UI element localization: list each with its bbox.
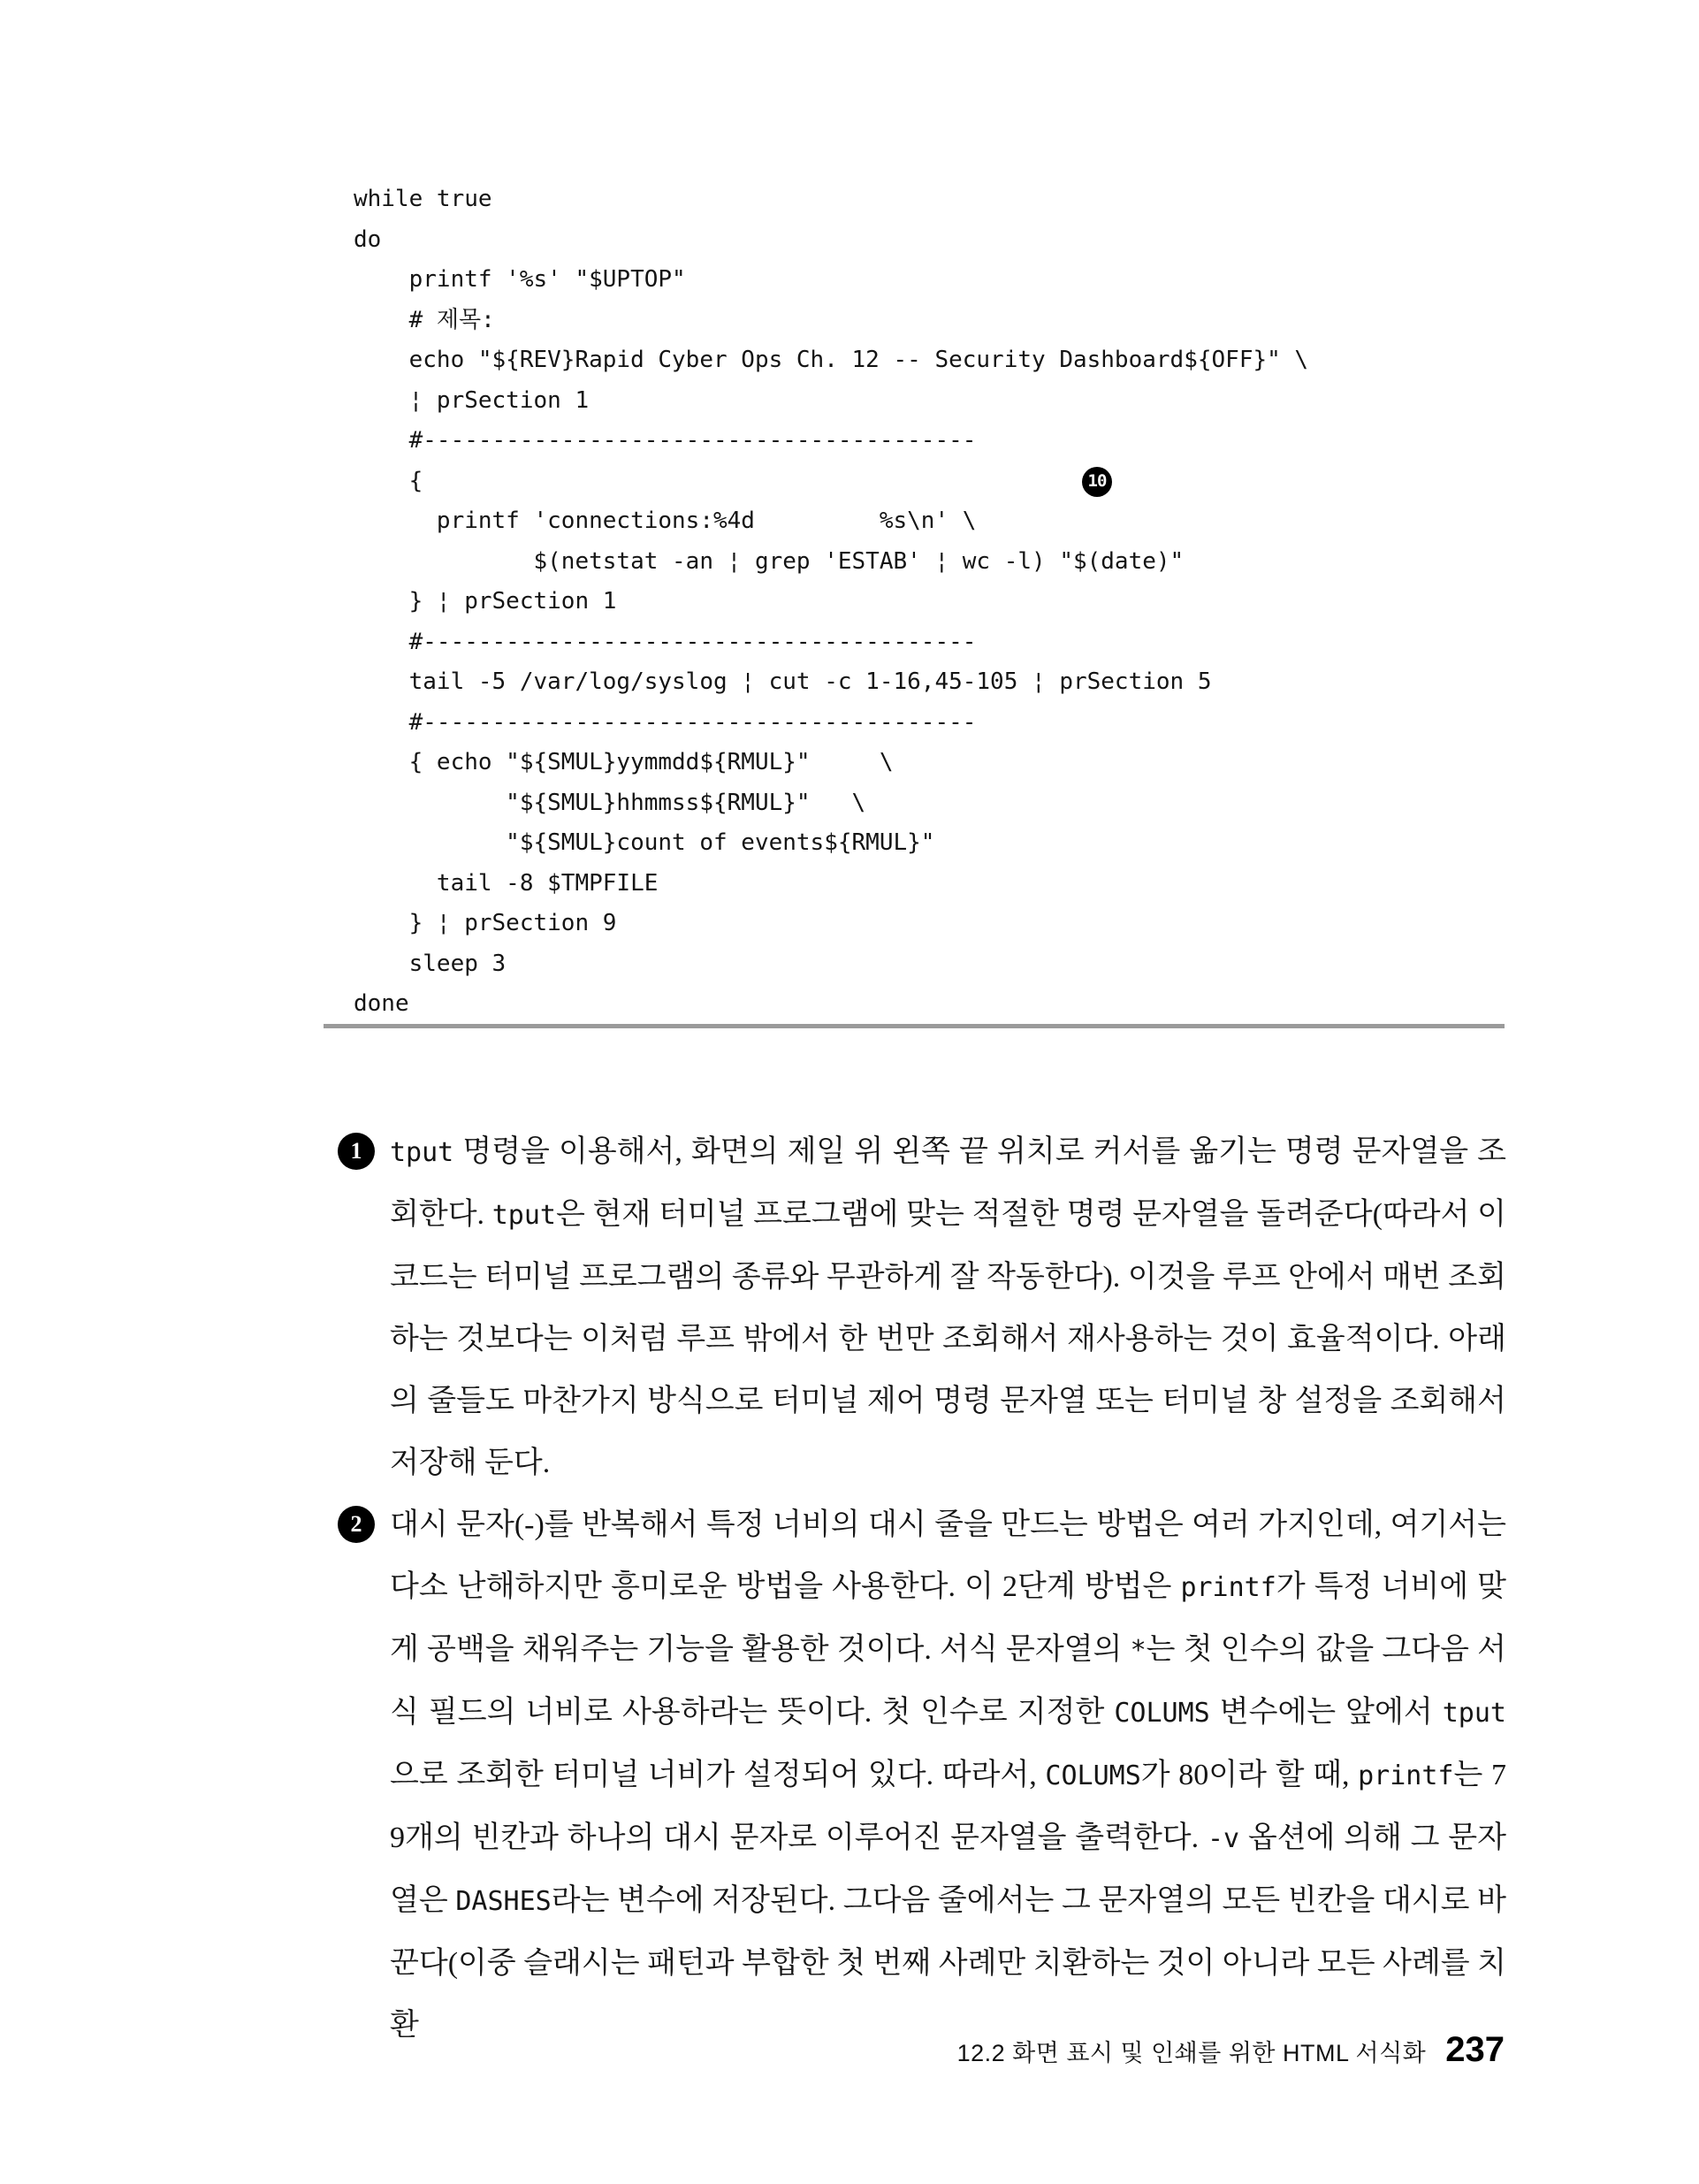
- code-line-text: #----------------------------------------: [354, 427, 977, 454]
- code-line-text: #----------------------------------------: [354, 628, 977, 655]
- code-line-text: done: [354, 990, 409, 1017]
- code-line: [354, 944, 1308, 985]
- code-line: [354, 582, 1308, 622]
- code-line: [354, 340, 1308, 381]
- annotation-text: 대시 문자(-)를 반복해서 특정 너비의 대시 줄을 만드는 방법은 여러 가지인데, 여기서는 다소 난해하지만 흥미로운 방법을 사용한다. 이 2단계 방법은 printf가 특정 너비에 맞게 공백을 채워주는 기능을 활용한 것이다. 서식 문자열의 *는 첫 인수의 값을 그다음 서식 필드의 너비로 사용하라는 뜻이다. 첫 인수로 지정한 COLUMS 변수에는 앞에서 tput으로 조회한 터미널 너비가 설정되어 있다. 따라서, COLUMS가 80이라 할 때, printf는 79개의 빈칸과 하나의 대시 문자로 이루어진 문자열을 출력한다. -v 옵션에 의해 그 문자열은 DASHES라는 변수에 저장된다. 그다음 줄에서는 그 문자열의 모든 빈칸을 대시로 바꾼다(이중 슬래시는 패턴과 부합한 첫 번째 사례만 치환하는 것이 아니라 모든 사례를 치환: [390, 1508, 1506, 2042]
- code-line: [354, 662, 1308, 703]
- footer-section-title: 12.2 화면 표시 및 인쇄를 위한 HTML 서식화: [956, 2040, 1427, 2066]
- annotation-number-badge: 2: [338, 1506, 375, 1543]
- code-line: [354, 260, 1308, 301]
- annotation-list: [338, 1121, 1506, 2057]
- code-line: [354, 301, 1308, 341]
- code-line: [354, 864, 1308, 905]
- page-footer: [957, 2030, 1505, 2070]
- callout-10-badge: 10: [1082, 467, 1112, 497]
- annotation-item: [338, 1121, 1506, 1494]
- code-line-text: sleep 3: [354, 950, 507, 977]
- code-line-text: { echo "${SMUL}yymmdd${RMUL}" \: [354, 749, 894, 775]
- code-line: [354, 462, 1308, 502]
- code-line-text: #----------------------------------------: [354, 708, 977, 736]
- code-line-text: # 제목:: [354, 306, 495, 333]
- code-line-text: ¦ prSection 1: [354, 386, 590, 414]
- code-line: [354, 179, 1308, 220]
- code-line: [354, 501, 1308, 542]
- code-line-text: printf 'connections:%4d %s\n' \: [354, 508, 977, 534]
- code-line: [354, 381, 1308, 422]
- code-line-text: "${SMUL}hhmmss${RMUL}" \: [354, 789, 866, 816]
- code-line-text: while true: [354, 186, 492, 212]
- section-divider: [324, 1024, 1505, 1028]
- code-line-text: $(netstat -an ¦ grep 'ESTAB' ¦ wc -l) "$(date)": [354, 547, 1185, 575]
- code-line: [354, 703, 1308, 744]
- code-line: [354, 904, 1308, 944]
- code-line-text: "${SMUL}count of events${RMUL}": [354, 829, 935, 856]
- code-line: [354, 823, 1308, 864]
- code-line: [354, 421, 1308, 462]
- code-line: [354, 542, 1308, 583]
- code-line: [354, 220, 1308, 261]
- code-line-text: } ¦ prSection 1: [354, 588, 617, 615]
- code-line: [354, 783, 1308, 824]
- code-line: [354, 984, 1308, 1025]
- code-line: [354, 622, 1308, 663]
- code-line-text: printf '%s' "$UPTOP": [354, 266, 686, 293]
- annotation-item: [338, 1494, 1506, 2057]
- code-line-text: {: [354, 467, 423, 494]
- code-line-text: do: [354, 225, 382, 253]
- code-listing: [354, 179, 1308, 1025]
- annotation-number-badge: 1: [338, 1133, 375, 1170]
- code-line-text: tail -8 $TMPFILE: [354, 869, 659, 897]
- annotation-text: tput 명령을 이용해서, 화면의 제일 위 왼쪽 끝 위치로 커서를 옮기는 명령 문자열을 조회한다. tput은 현재 터미널 프로그램에 맞는 적절한 명령 문자열을 돌려준다(따라서 이 코드는 터미널 프로그램의 종류와 무관하게 잘 작동한다). 이것을 루프 안에서 매번 조회하는 것보다는 이처럼 루프 밖에서 한 번만 조회해서 재사용하는 것이 효율적이다. 아래의 줄들도 마찬가지 방식으로 터미널 제어 명령 문자열 또는 터미널 창 설정을 조회해서 저장해 둔다.: [390, 1135, 1507, 1479]
- code-line-text: echo "${REV}Rapid Cyber Ops Ch. 12 -- Security Dashboard${OFF}" \: [354, 347, 1309, 373]
- code-line: [354, 743, 1308, 783]
- code-line-text: } ¦ prSection 9: [354, 910, 617, 936]
- code-line-text: tail -5 /var/log/syslog ¦ cut -c 1-16,45-105 ¦ prSection 5: [354, 668, 1212, 695]
- page-number: 237: [1445, 2030, 1505, 2069]
